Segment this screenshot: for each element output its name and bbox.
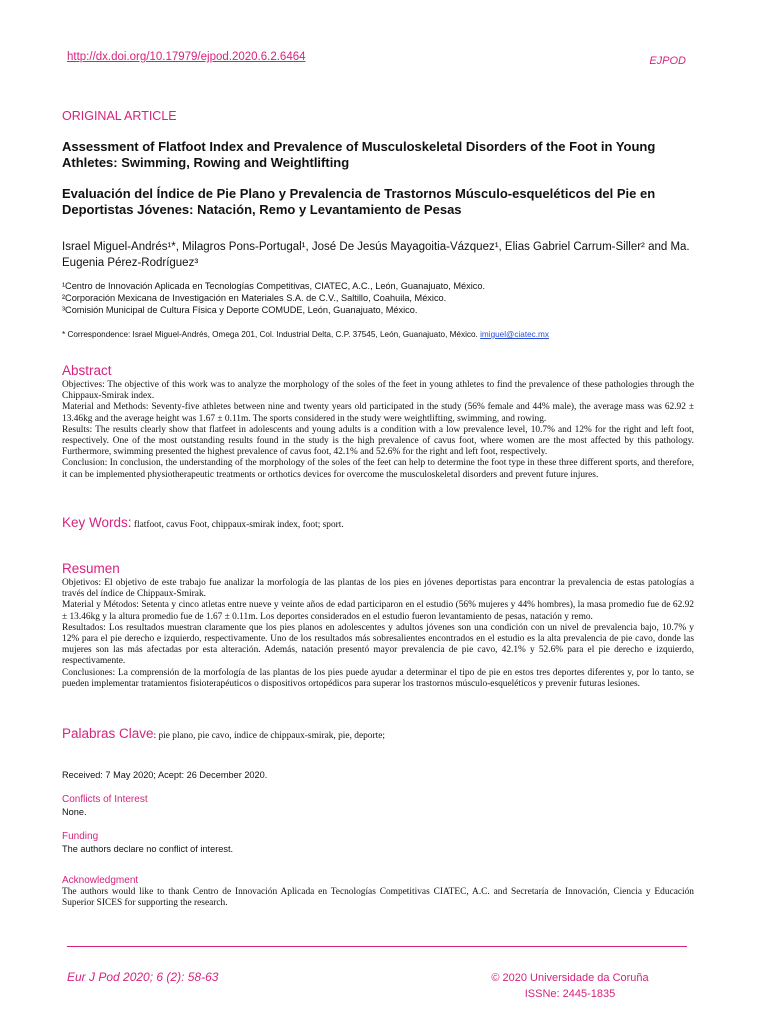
resumen-heading: Resumen	[62, 561, 120, 576]
doi-link[interactable]: http://dx.doi.org/10.17979/ejpod.2020.6.2.6464	[67, 51, 306, 63]
footer-copyright: © 2020 Universidade da Coruña	[491, 972, 649, 984]
author-list: Israel Miguel-Andrés¹*, Milagros Pons-Portugal¹, José De Jesús Mayagoitia-Vázquez¹, Elias Gabriel Carrum-Siller² and Ma. Eugenia Pérez-Rodríguez³	[62, 241, 690, 269]
footer-publisher	[470, 970, 670, 1002]
affiliation-3: ³Comisión Municipal de Cultura Física y Deporte COMUDE, León, Guanajuato, México.	[62, 305, 418, 315]
affiliation-2: ²Corporación Mexicana de Investigación en Materiales S.A. de C.V., Saltillo, Coahuila, México.	[62, 293, 447, 303]
title-english: Assessment of Flatfoot Index and Prevalence of Musculoskeletal Disorders of the Foot in Young Athletes: Swimming, Rowing and Weightlifting	[62, 139, 656, 170]
funding-heading: Funding	[62, 831, 99, 842]
correspondence	[62, 330, 549, 339]
abstract-heading: Abstract	[62, 363, 112, 378]
palabras-clave-label: Palabras Clave	[62, 726, 154, 741]
resumen-objetivos: Objetivos: El objetivo de este trabajo fue analizar la morfología de las plantas de los pies en jóvenes deportistas para encontrar la prevalencia de estas patologías a través del índice de Chippaux-Smirak.	[62, 578, 694, 600]
funding-text: The authors declare no conflict of interest.	[62, 844, 234, 854]
abstract-methods: Material and Methods: Seventy-five athletes between nine and twenty years old participated in the study (56% female and 44% male), the average mass was 62.92 ± 13.46kg and the average height was 1.67 ± 0.11m. The sports considered in the study were weightlifting, swimming, and rowing.	[62, 402, 694, 424]
palabras-clave-line	[62, 726, 385, 741]
affiliation-1: ¹Centro de Innovación Aplicada en Tecnologías Competitivas, CIATEC, A.C., León, Guanajuato, México.	[62, 281, 486, 291]
footer-citation: Eur J Pod 2020; 6 (2): 58-63	[67, 970, 219, 984]
acknowledgment-text: The authors would like to thank Centro de Innovación Aplicada en Tecnologías Competitivas CIATEC, A.C. and Secretaría de Innovación, Ciencia y Educación Superior SICES for supporting the research.	[62, 887, 694, 909]
journal-abbreviation: EJPOD	[649, 55, 686, 67]
title-spanish: Evaluación del Índice de Pie Plano y Prevalencia de Trastornos Músculo-esqueléticos del Pie en Deportistas Jóvenes: Natación, Remo y Levantamiento de Pesas	[62, 186, 656, 217]
resumen-metodos: Material y Métodos: Setenta y cinco atletas entre nueve y veinte años de edad participaron en el estudio (56% mujeres y 44% hombres), la masa promedio fue de 62.92 ± 13.46kg y la altura promedio fue de 1.67 ± 0.11m. Los deportes considerados en el estudio fueron levantamiento de pesas, natación y remo.	[62, 600, 694, 622]
footer-issn: ISSNe: 2445-1835	[524, 988, 616, 1000]
resumen-conclusiones: Conclusiones: La comprensión de la morfología de las plantas de los pies puede ayudar a determinar el tipo de pie en estos tres deportes diferentes y, por lo tanto, se pueden implementar tratamientos fisioterapéuticos o dispositivos ortopédicos para superar los trastornos músculo-esqueléticos y prevenir futuras lesiones.	[62, 667, 694, 689]
resumen-body	[62, 578, 694, 690]
conflicts-text: None.	[62, 807, 87, 817]
footer-divider	[67, 946, 687, 947]
received-dates: Received: 7 May 2020; Acept: 26 December 2020.	[62, 770, 268, 780]
correspondence-text: * Correspondence: Israel Miguel-Andrés, Omega 201, Col. Industrial Delta, C.P. 37545, León, Guanajuato, México.	[62, 330, 478, 339]
article-type-label: ORIGINAL ARTICLE	[62, 109, 177, 123]
correspondence-email-link[interactable]: imiguel@ciatec.mx	[480, 330, 549, 339]
keywords-label: Key Words:	[62, 515, 132, 530]
palabras-clave-text: : pie plano, pie cavo, índice de chippaux-smirak, pie, deporte;	[153, 731, 385, 741]
abstract-results: Results: The results clearly show that flatfeet in adolescents and young adults is a condition with a low prevalence level, 10.7% and 12% for the right and left foot, respectively. One of the most outstanding results found in the study is the high prevalence of cavus foot, where women are the most affected by this pathology. Furthermore, swimming presented the highest prevalence of cavus foot, 42.1% and 52.6% for the right and left foot, respectively.	[62, 424, 694, 458]
keywords-text: flatfoot, cavus Foot, chippaux-smirak index, foot; sport.	[131, 520, 344, 530]
conflicts-heading: Conflicts of Interest	[62, 794, 148, 805]
acknowledgment-heading: Acknowledgment	[62, 875, 139, 886]
abstract-body	[62, 380, 694, 481]
keywords-line	[62, 515, 344, 530]
abstract-conclusion: Conclusion: In conclusion, the understanding of the morphology of the soles of the feet can help to determine the foot type in these three different sports, and therefore, it can be implemented physiotherapeutic treatments or orthotics devices for overcome the musculoskeletal disorders and prevent future injures.	[62, 458, 694, 480]
resumen-resultados: Resultados: Los resultados muestran claramente que los pies planos en adolescentes y adultos jóvenes son una condición con un nivel de prevalencia bajo, 10.7% y 12% para el pie derecho e izquierdo, respectivamente. Uno de los resultados más sobresalientes encontrados en el estudio es la alta prevalencia de pie cavo, donde las mujeres son las más afectadas por esta alteración. Además, natación presentó mayor prevalencia de pie cavo, 42.1% y 52.6% para el pie derecho e izquierdo, respectivamente.	[62, 622, 694, 667]
abstract-objectives: Objectives: The objective of this work was to analyze the morphology of the soles of the feet in young athletes to find the prevalence of these pathologies through the Chippaux-Smirak index.	[62, 380, 694, 402]
